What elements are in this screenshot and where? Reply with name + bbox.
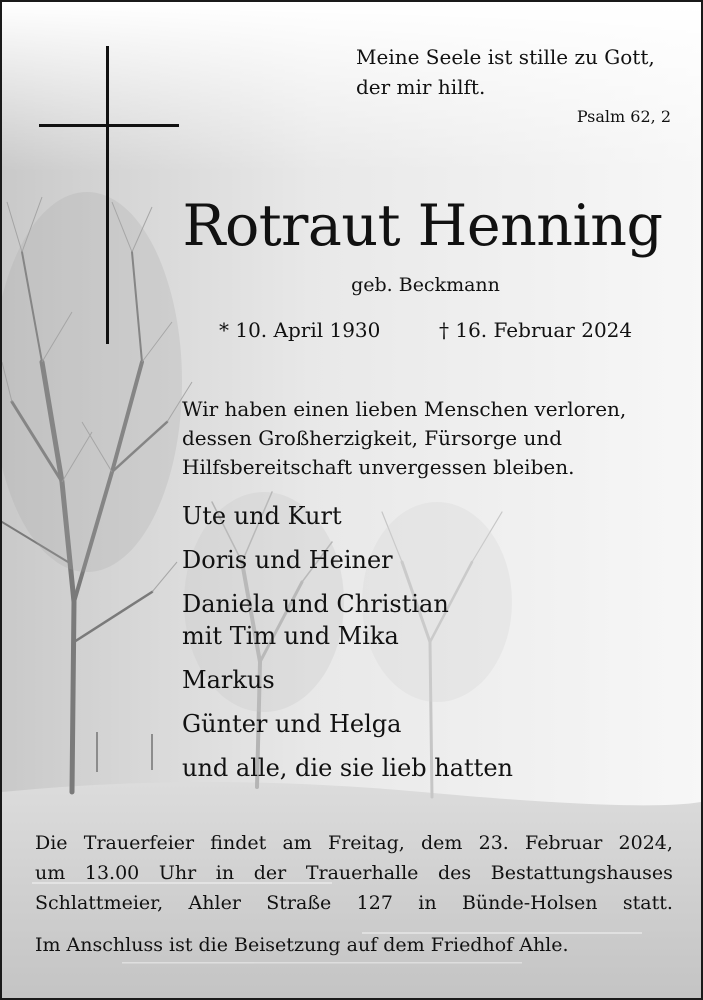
service-word: Februar [525, 832, 603, 854]
mourner: mit Tim und Mika [182, 622, 399, 650]
maiden-name: geb. Beckmann [351, 274, 500, 296]
cross-icon-beam [39, 124, 179, 127]
service-word: des [438, 862, 472, 884]
tribute-line: Wir haben einen lieben Menschen verloren, [182, 397, 627, 421]
service-word: um [35, 862, 66, 884]
service-word: Schlattmeier, [35, 892, 164, 914]
service-word: statt. [622, 892, 673, 914]
service-word: am [282, 832, 312, 854]
service-word: in [215, 862, 235, 884]
bible-verse [356, 42, 655, 102]
verse-line: der mir hilft. [356, 75, 486, 99]
service-word: Freitag, [328, 832, 405, 854]
service-word: Bestattungshauses [490, 862, 673, 884]
tribute-text [182, 395, 626, 482]
tribute-line: dessen Großherzigkeit, Fürsorge und [182, 426, 563, 450]
mourner: und alle, die sie lieb hatten [182, 754, 513, 782]
mourner: Günter und Helga [182, 710, 402, 738]
service-word: dem [420, 832, 463, 854]
burial-info: Im Anschluss ist die Beisetzung auf dem Friedhof Ahle. [35, 934, 569, 956]
service-word: 13.00 [84, 862, 140, 884]
service-word: 127 [356, 892, 393, 914]
service-word: in [418, 892, 437, 914]
service-word: der [253, 862, 287, 884]
service-line [35, 888, 673, 918]
service-word: Uhr [158, 862, 197, 884]
mourner: Daniela und Christian [182, 590, 449, 618]
service-word: 23. [478, 832, 509, 854]
mourners-list [182, 500, 513, 784]
tribute-line: Hilfsbereitschaft unvergessen bleiben. [182, 455, 575, 479]
mourner: Ute und Kurt [182, 502, 342, 530]
service-word: Straße [266, 892, 332, 914]
mourner: Doris und Heiner [182, 546, 393, 574]
service-word: Bünde-Holsen [461, 892, 598, 914]
service-line [35, 858, 673, 888]
verse-reference: Psalm 62, 2 [576, 107, 671, 126]
birth-date: * 10. April 1930 [219, 318, 381, 342]
verse-line: Meine Seele ist stille zu Gott, [356, 45, 655, 69]
service-word: Ahler [188, 892, 241, 914]
funeral-service-info [35, 828, 673, 918]
service-word: Die [35, 832, 68, 854]
service-word: findet [210, 832, 267, 854]
service-word: Trauerhalle [305, 862, 419, 884]
mourner: Markus [182, 666, 275, 694]
death-date: † 16. Februar 2024 [439, 318, 633, 342]
service-word: 2024, [618, 832, 673, 854]
service-line [35, 828, 673, 858]
deceased-name: Rotraut Henning [182, 193, 663, 259]
service-word: Trauerfeier [83, 832, 195, 854]
